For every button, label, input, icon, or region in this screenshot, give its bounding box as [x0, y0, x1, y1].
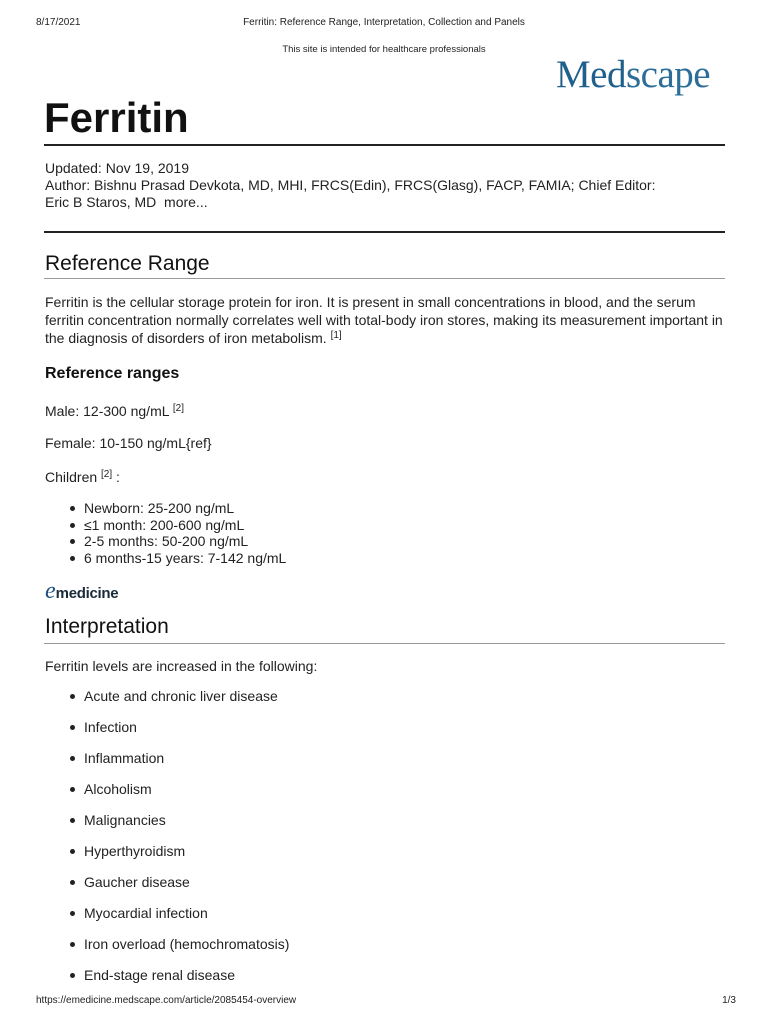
- author-line: Author: Bishnu Prasad Devkota, MD, MHI, FRCS(Edin), FRCS(Glasg), FACP, FAMIA; Chief Editor:: [45, 177, 656, 193]
- article-title: Ferritin: [44, 94, 189, 141]
- editor-line: [45, 194, 725, 211]
- list-item: ≤1 month: 200-600 ng/mL: [45, 517, 286, 534]
- reference-range-heading: Reference Range: [45, 252, 210, 275]
- section-divider: [44, 643, 725, 644]
- children-label: [45, 469, 120, 485]
- citation-link[interactable]: [2]: [172, 403, 185, 414]
- logo-med: Med: [556, 53, 626, 96]
- increased-causes-list: [45, 687, 289, 997]
- chief-editor: Eric B Staros, MD: [45, 194, 157, 210]
- list-item: End-stage renal disease: [45, 966, 289, 997]
- children-text: Children: [45, 469, 98, 485]
- article-meta: [45, 160, 725, 211]
- print-page-title: Ferritin: Reference Range, Interpretation, Collection and Panels: [243, 17, 525, 28]
- meta-divider: [44, 231, 725, 233]
- section-divider: [44, 278, 725, 279]
- reference-range-intro: [45, 293, 725, 347]
- title-divider: [44, 144, 725, 146]
- emedicine-logo-e: e: [45, 578, 56, 604]
- list-item: 2-5 months: 50-200 ng/mL: [45, 533, 286, 550]
- list-item: Newborn: 25-200 ng/mL: [45, 500, 286, 517]
- list-item: Iron overload (hemochromatosis): [45, 935, 289, 966]
- female-range: Female: 10-150 ng/mL{ref}: [45, 435, 212, 451]
- updated-date: Updated: Nov 19, 2019: [45, 160, 189, 176]
- reference-ranges-subheading: Reference ranges: [45, 365, 180, 382]
- logo-scape: scape: [626, 53, 711, 96]
- citation-link[interactable]: [1]: [330, 330, 342, 341]
- list-item: Malignancies: [45, 811, 289, 842]
- intro-text: Ferritin is the cellular storage protein for iron. It is present in small concentrations in blood, and the serum ferritin concentration normally correlates well with total-body iron stores, making its measurement important in the diagnosis of disorders of iron metabolism.: [45, 294, 723, 346]
- print-page-number: 1/3: [722, 995, 736, 1006]
- medscape-logo[interactable]: [556, 52, 710, 97]
- children-ranges-list: [45, 500, 286, 566]
- list-item: Alcoholism: [45, 780, 289, 811]
- emedicine-logo-text: medicine: [55, 585, 119, 602]
- list-item: Inflammation: [45, 749, 289, 780]
- citation-link[interactable]: [2]: [101, 469, 113, 480]
- children-colon: :: [116, 469, 120, 485]
- professional-notice: This site is intended for healthcare professionals: [282, 44, 486, 55]
- more-authors-link[interactable]: more...: [164, 194, 208, 210]
- interpretation-heading: Interpretation: [45, 615, 169, 638]
- list-item: Acute and chronic liver disease: [45, 687, 289, 718]
- list-item: Myocardial infection: [45, 904, 289, 935]
- emedicine-logo: [45, 578, 118, 605]
- print-footer-url: https://emedicine.medscape.com/article/2085454-overview: [36, 995, 297, 1006]
- list-item: Hyperthyroidism: [45, 842, 289, 873]
- list-item: 6 months-15 years: 7-142 ng/mL: [45, 550, 286, 567]
- interpretation-intro: Ferritin levels are increased in the following:: [45, 658, 318, 674]
- list-item: Gaucher disease: [45, 873, 289, 904]
- male-range: [45, 403, 184, 419]
- list-item: Infection: [45, 718, 289, 749]
- male-range-text: Male: 12-300 ng/mL: [45, 403, 169, 419]
- print-date: 8/17/2021: [36, 17, 81, 28]
